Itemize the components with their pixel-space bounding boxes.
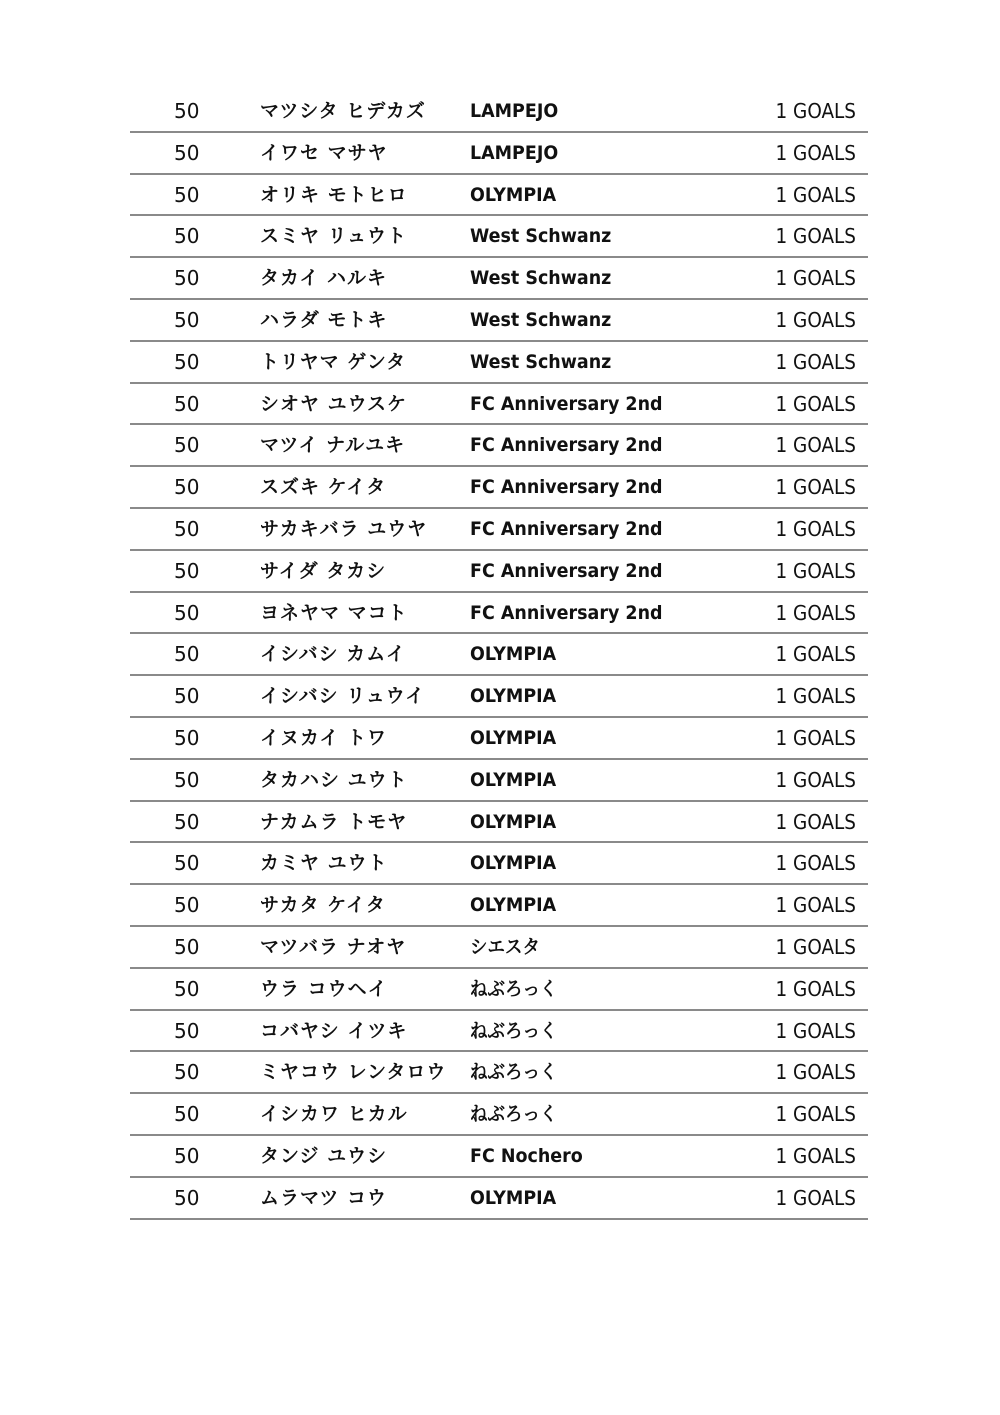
player-name-cell: ナカムラ トモヤ	[260, 810, 408, 833]
team-name-cell: OLYMPIA	[470, 726, 557, 749]
team-name-cell: FC Anniversary 2nd	[470, 517, 663, 540]
team-name-cell: OLYMPIA	[470, 1186, 557, 1209]
table-row	[130, 1052, 868, 1094]
rank-cell: 50	[174, 307, 200, 332]
player-name-cell: マツバラ ナオヤ	[260, 935, 407, 958]
player-name-cell: コバヤシ イツキ	[260, 1019, 408, 1042]
rank-cell: 50	[174, 182, 200, 207]
table-row	[130, 216, 868, 258]
team-name-cell: FC Nochero	[470, 1144, 583, 1167]
player-name-cell: イシカワ ヒカル	[260, 1103, 408, 1126]
rank-cell: 50	[174, 140, 200, 165]
goals-cell: 1 GOALS	[775, 976, 856, 1001]
table-row	[130, 718, 868, 760]
table-row	[130, 885, 868, 927]
team-name-cell: West Schwanz	[470, 267, 612, 290]
team-name-cell: OLYMPIA	[470, 183, 557, 206]
player-name-cell: ハラダ モトキ	[260, 308, 388, 331]
player-name-cell: タンジ ユウシ	[260, 1144, 388, 1167]
player-name-cell: マツシタ ヒデカズ	[260, 100, 426, 122]
table-row	[130, 969, 868, 1011]
goals-cell: 1 GOALS	[775, 1060, 856, 1085]
table-row	[130, 634, 868, 676]
player-name-cell: シオヤ ユウスケ	[260, 392, 408, 415]
rank-cell: 50	[174, 266, 200, 291]
rank-cell: 50	[174, 976, 200, 1001]
goals-cell: 1 GOALS	[775, 809, 856, 834]
player-name-cell: サイダ タカシ	[260, 559, 387, 582]
table-row	[130, 1178, 868, 1220]
table-row	[130, 802, 868, 844]
player-name-cell: オリキ モトヒロ	[260, 183, 408, 206]
team-name-cell: FC Anniversary 2nd	[470, 434, 663, 457]
rank-cell: 50	[174, 433, 200, 458]
player-name-cell: タカイ ハルキ	[260, 267, 388, 290]
player-name-cell: サカキバラ ユウヤ	[260, 517, 428, 540]
goals-cell: 1 GOALS	[775, 391, 856, 416]
team-name-cell: OLYMPIA	[470, 852, 557, 875]
goals-cell: 1 GOALS	[775, 1185, 856, 1210]
team-name-cell: OLYMPIA	[470, 810, 557, 833]
goals-cell: 1 GOALS	[775, 893, 856, 918]
player-name-cell: マツイ ナルユキ	[260, 434, 406, 457]
table-row	[130, 676, 868, 718]
player-name-cell: イワセ マサヤ	[260, 141, 388, 164]
rank-cell: 50	[174, 1060, 200, 1085]
team-name-cell: OLYMPIA	[470, 685, 557, 708]
team-name-cell: West Schwanz	[470, 350, 612, 373]
rank-cell: 50	[174, 767, 200, 792]
rank-cell: 50	[174, 893, 200, 918]
team-name-cell: OLYMPIA	[470, 768, 557, 791]
team-name-cell: West Schwanz	[470, 308, 612, 331]
team-name-cell: LAMPEJO	[470, 100, 559, 122]
team-name-cell: FC Anniversary 2nd	[470, 476, 663, 499]
goals-cell: 1 GOALS	[775, 642, 856, 667]
table-row	[130, 593, 868, 635]
goals-cell: 1 GOALS	[775, 767, 856, 792]
player-name-cell: ムラマツ コウ	[260, 1186, 388, 1209]
player-name-cell: カミヤ ユウト	[260, 852, 388, 875]
goals-cell: 1 GOALS	[775, 475, 856, 500]
goals-cell: 1 GOALS	[775, 684, 856, 709]
player-name-cell: スミヤ リュウト	[260, 225, 408, 248]
team-name-cell: シエスタ	[470, 935, 540, 958]
table-row	[130, 91, 868, 133]
goals-cell: 1 GOALS	[775, 140, 856, 165]
team-name-cell: OLYMPIA	[470, 643, 557, 666]
goals-cell: 1 GOALS	[775, 266, 856, 291]
table-row	[130, 175, 868, 217]
table-row	[130, 509, 868, 551]
rank-cell: 50	[174, 684, 200, 709]
player-name-cell: タカハシ ユウト	[260, 768, 408, 791]
rank-cell: 50	[174, 516, 200, 541]
rank-cell: 50	[174, 1143, 200, 1168]
table-row	[130, 133, 868, 175]
goals-cell: 1 GOALS	[775, 1102, 856, 1127]
player-name-cell: ヨネヤマ マコト	[260, 601, 408, 624]
table-row	[130, 1136, 868, 1178]
rank-cell: 50	[174, 1018, 200, 1043]
rank-cell: 50	[174, 934, 200, 959]
team-name-cell: FC Anniversary 2nd	[470, 601, 663, 624]
table-row	[130, 384, 868, 426]
rank-cell: 50	[174, 600, 200, 625]
table-row	[130, 551, 868, 593]
rank-cell: 50	[174, 391, 200, 416]
team-name-cell: West Schwanz	[470, 225, 612, 248]
player-name-cell: ミヤコウ レンタロウ	[260, 1061, 447, 1084]
rank-cell: 50	[174, 809, 200, 834]
team-name-cell: ねぶろっく	[470, 977, 558, 1000]
goals-cell: 1 GOALS	[775, 1018, 856, 1043]
goals-cell: 1 GOALS	[775, 600, 856, 625]
team-name-cell: FC Anniversary 2nd	[470, 392, 663, 415]
goals-cell: 1 GOALS	[775, 1143, 856, 1168]
player-name-cell: サカタ ケイタ	[260, 894, 386, 917]
team-name-cell: FC Anniversary 2nd	[470, 559, 663, 582]
goals-cell: 1 GOALS	[775, 851, 856, 876]
player-name-cell: イシバシ カムイ	[260, 643, 406, 666]
rank-cell: 50	[174, 349, 200, 374]
goals-cell: 1 GOALS	[775, 224, 856, 249]
player-name-cell: イヌカイ トワ	[260, 726, 388, 749]
team-name-cell: ねぶろっく	[470, 1019, 558, 1042]
goals-cell: 1 GOALS	[775, 558, 856, 583]
table-row	[130, 258, 868, 300]
table-row	[130, 467, 868, 509]
team-name-cell: OLYMPIA	[470, 894, 557, 917]
player-name-cell: ウラ コウヘイ	[260, 977, 388, 1000]
goals-cell: 1 GOALS	[775, 307, 856, 332]
rank-cell: 50	[174, 1102, 200, 1127]
goals-cell: 1 GOALS	[775, 182, 856, 207]
table-row	[130, 1094, 868, 1136]
rank-cell: 50	[174, 851, 200, 876]
goals-cell: 1 GOALS	[775, 725, 856, 750]
goals-cell: 1 GOALS	[775, 349, 856, 374]
table-row	[130, 300, 868, 342]
goals-cell: 1 GOALS	[775, 433, 856, 458]
table-row	[130, 760, 868, 802]
goals-cell: 1 GOALS	[775, 516, 856, 541]
player-name-cell: トリヤマ ゲンタ	[260, 350, 407, 373]
rank-cell: 50	[174, 725, 200, 750]
table-row	[130, 425, 868, 467]
goals-cell: 1 GOALS	[775, 934, 856, 959]
team-name-cell: LAMPEJO	[470, 141, 559, 164]
player-name-cell: スズキ ケイタ	[260, 476, 387, 499]
rank-cell: 50	[174, 475, 200, 500]
player-name-cell: イシバシ リュウイ	[260, 685, 426, 708]
rank-cell: 50	[174, 558, 200, 583]
rank-cell: 50	[174, 642, 200, 667]
scorer-table	[130, 91, 868, 1220]
table-row	[130, 342, 868, 384]
table-row	[130, 843, 868, 885]
team-name-cell: ねぶろっく	[470, 1061, 558, 1084]
goals-cell: 1 GOALS	[775, 99, 856, 123]
table-row	[130, 1011, 868, 1053]
rank-cell: 50	[174, 224, 200, 249]
table-row	[130, 927, 868, 969]
team-name-cell: ねぶろっく	[470, 1103, 558, 1126]
rank-cell: 50	[174, 99, 200, 123]
rank-cell: 50	[174, 1185, 200, 1210]
